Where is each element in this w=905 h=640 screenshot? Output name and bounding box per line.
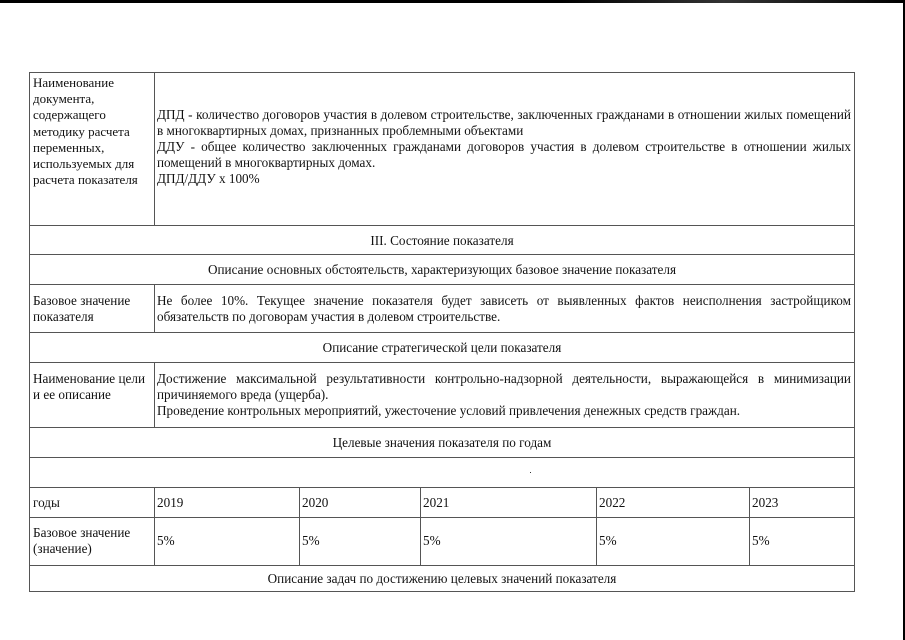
tasks-title-row (30, 566, 854, 592)
targets-title: Целевые значения показателя по годам (332, 435, 552, 450)
values-label: Базовое значение (значение) (33, 525, 131, 556)
method-row (30, 73, 854, 226)
value-2020: 5% (302, 533, 320, 548)
year-2020: 2020 (302, 495, 329, 510)
base-description-title: Описание основных обстоятельств, характеризующих базовое значение показателя (207, 262, 677, 277)
value-2021: 5% (423, 533, 441, 548)
year-2023: 2023 (752, 495, 779, 510)
years-row (30, 488, 854, 518)
base-description-title-row (30, 255, 854, 285)
section-title-row (30, 226, 854, 255)
strategic-goal-row (30, 363, 854, 428)
method-line-ddu: ДДУ - общее количество заключенных гражданами договоров участия в долевом строительстве в отношении жилых помещений в многоквартирных домах. (157, 139, 851, 170)
method-label: Наименование документа, содержащего методику расчета переменных, используемых для расчета показателя (33, 75, 138, 188)
values-row (30, 518, 854, 566)
strategic-goal-label: Наименование цели и ее описание (33, 371, 146, 402)
base-value-text: Не более 10%. Текущее значение показателя будет зависеть от выявленных фактов неисполнения застройщиком обязательств по договорам участия в долевом строительстве. (157, 293, 851, 324)
indicator-table (29, 72, 855, 592)
strategic-goal-line-1: Достижение максимальной результативности контрольно-надзорной деятельности, выражающейся в минимизации причиняемого вреда (ущерба). (157, 371, 851, 402)
years-label: годы (33, 495, 60, 510)
strategic-title-row (30, 333, 854, 363)
base-value-label: Базовое значение показателя (33, 293, 131, 324)
year-2019: 2019 (157, 495, 184, 510)
value-2022: 5% (599, 533, 617, 548)
method-text (157, 73, 851, 225)
year-2022: 2022 (599, 495, 626, 510)
scan-speck (530, 472, 531, 473)
base-value-row (30, 285, 854, 333)
strategic-title: Описание стратегической цели показателя (322, 340, 562, 355)
scan-border-top (0, 0, 905, 3)
empty-row (30, 458, 854, 488)
tasks-title: Описание задач по достижению целевых значений показателя (267, 571, 617, 586)
section-title: III. Состояние показателя (370, 233, 514, 248)
method-line-formula: ДПД/ДДУ х 100% (157, 171, 260, 186)
method-line-dpd: ДПД - количество договоров участия в долевом строительстве, заключенных гражданами в отношении жилых помещений в многоквартирных домах, признанных проблемными объектами (157, 107, 851, 138)
targets-title-row (30, 428, 854, 458)
strategic-goal-text (157, 363, 851, 427)
year-2021: 2021 (423, 495, 450, 510)
strategic-goal-line-2: Проведение контрольных мероприятий, ужесточение условий привлечения денежных средств граждан. (157, 403, 741, 418)
value-2023: 5% (752, 533, 770, 548)
value-2019: 5% (157, 533, 175, 548)
